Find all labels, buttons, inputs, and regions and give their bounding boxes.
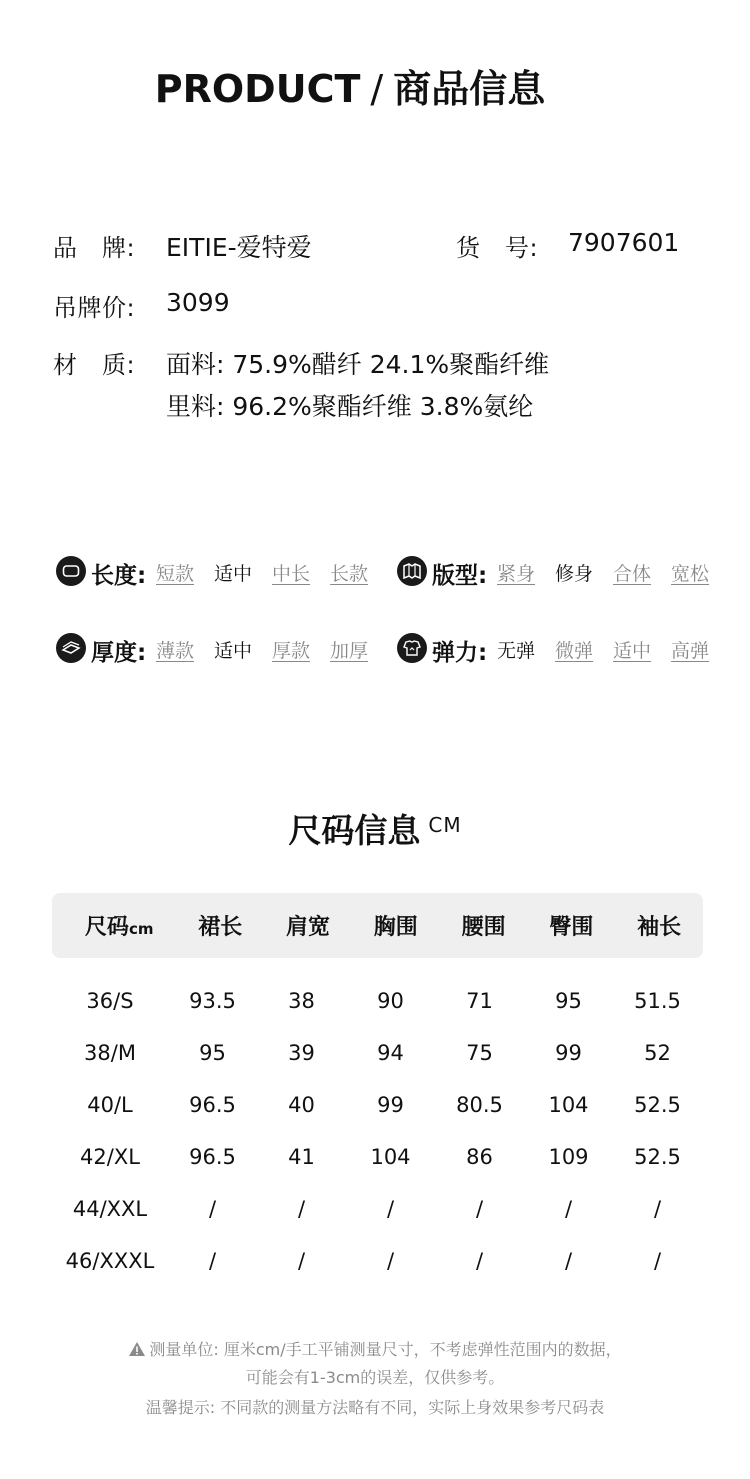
elasticity-option-slight: 微弹	[555, 640, 594, 662]
brand-label: 品 牌:	[53, 234, 136, 262]
cell-value: /	[653, 1249, 662, 1273]
cell-value: /	[475, 1249, 484, 1273]
cell-value: 90	[377, 989, 404, 1013]
cell-value: /	[653, 1197, 662, 1221]
cell-value: 38	[288, 989, 315, 1013]
elasticity-label: 弹力:	[432, 640, 488, 666]
page-title	[0, 58, 700, 113]
length-option-midlong: 中长	[272, 563, 311, 585]
cell-value: 99	[377, 1093, 404, 1117]
table-row	[52, 1079, 703, 1131]
cell-value: 99	[555, 1041, 582, 1065]
cell-value: 93.5	[189, 989, 236, 1013]
elasticity-icon	[397, 633, 427, 663]
cell-value: /	[208, 1197, 217, 1221]
header-waist: 腰围	[461, 915, 506, 940]
fit-options	[497, 559, 729, 586]
cell-value: 41	[288, 1145, 315, 1169]
length-label: 长度:	[91, 563, 147, 589]
cell-value: 109	[548, 1145, 589, 1169]
length-option-medium: 适中	[214, 563, 253, 585]
table-row	[52, 975, 703, 1027]
length-icon	[56, 556, 86, 586]
fit-option-tight: 紧身	[497, 563, 536, 585]
fit-option-loose: 宽松	[671, 563, 710, 585]
length-options	[156, 559, 388, 586]
cell-value: 40	[288, 1093, 315, 1117]
size-section-title	[0, 805, 750, 852]
material-line-lining: 里料: 96.2%聚酯纤维 3.8%氨纶	[166, 392, 534, 421]
material-line-outer: 面料: 75.9%醋纤 24.1%聚酯纤维	[166, 350, 550, 379]
cell-value: 95	[555, 989, 582, 1013]
header-skirt-length: 裙长	[198, 915, 243, 940]
thickness-option-thin: 薄款	[156, 640, 195, 662]
header-size-unit: cm	[128, 920, 154, 938]
cell-value: /	[564, 1197, 573, 1221]
price-label: 吊牌价:	[53, 294, 136, 322]
fit-label: 版型:	[432, 563, 488, 589]
title-en: PRODUCT	[154, 67, 361, 111]
cell-value: /	[297, 1197, 306, 1221]
cell-value: /	[386, 1197, 395, 1221]
cell-value: 52	[644, 1041, 671, 1065]
cell-value: 86	[466, 1145, 493, 1169]
cell-value: /	[475, 1197, 484, 1221]
elasticity-options	[497, 636, 729, 663]
sku-value: 7907601	[568, 228, 680, 257]
cell-value: 95	[199, 1041, 226, 1065]
cell-value: 71	[466, 989, 493, 1013]
warning-icon	[128, 1341, 146, 1361]
cell-size: 42/XL	[80, 1145, 140, 1169]
cell-value: 96.5	[189, 1093, 236, 1117]
size-title-unit: CM	[428, 813, 462, 837]
cell-value: 94	[377, 1041, 404, 1065]
cell-value: 51.5	[634, 989, 681, 1013]
table-row	[52, 1235, 703, 1287]
cell-value: 80.5	[456, 1093, 503, 1117]
header-size	[52, 910, 176, 941]
length-option-long: 长款	[330, 563, 369, 585]
thickness-option-medium: 适中	[214, 640, 253, 662]
cell-size: 40/L	[87, 1093, 133, 1117]
fit-icon	[397, 556, 427, 586]
thickness-option-extra-thick: 加厚	[330, 640, 369, 662]
note-line-2: 可能会有1-3cm的误差，仅供参考。	[245, 1368, 505, 1387]
header-chest: 胸围	[373, 915, 418, 940]
table-row	[52, 1131, 703, 1183]
thickness-options	[156, 636, 388, 663]
length-option-short: 短款	[156, 563, 195, 585]
header-sleeve: 袖长	[637, 915, 682, 940]
title-separator: /	[370, 67, 384, 111]
note-tip: 温馨提示: 不同款的测量方法略有不同，实际上身效果参考尺码表	[145, 1398, 605, 1417]
table-row	[52, 1027, 703, 1079]
thickness-option-thick: 厚款	[272, 640, 311, 662]
header-hip: 臀围	[549, 915, 594, 940]
size-table-header	[52, 893, 703, 958]
cell-value: 39	[288, 1041, 315, 1065]
cell-size: 38/M	[84, 1041, 136, 1065]
table-row	[52, 1183, 703, 1235]
cell-value: /	[297, 1249, 306, 1273]
cell-size: 46/XXXL	[65, 1249, 155, 1273]
title-cn: 商品信息	[393, 67, 546, 111]
measurement-note	[0, 1337, 750, 1361]
price-value: 3099	[166, 288, 230, 317]
thickness-icon	[56, 633, 86, 663]
fit-option-slim: 修身	[555, 563, 594, 585]
elasticity-option-medium: 适中	[613, 640, 652, 662]
cell-value: /	[386, 1249, 395, 1273]
cell-value: /	[564, 1249, 573, 1273]
elasticity-option-high: 高弹	[671, 640, 710, 662]
thickness-label: 厚度:	[91, 640, 147, 666]
cell-size: 36/S	[86, 989, 134, 1013]
header-shoulder: 肩宽	[286, 915, 331, 940]
brand-value: EITIE-爱特爱	[166, 233, 312, 262]
header-size-label: 尺码	[84, 915, 129, 940]
size-title-text: 尺码信息	[288, 811, 421, 850]
cell-value: 75	[466, 1041, 493, 1065]
note-line-1: 测量单位: 厘米cm/手工平铺测量尺寸，不考虑弹性范围内的数据，	[149, 1340, 622, 1359]
cell-value: /	[208, 1249, 217, 1273]
cell-value: 96.5	[189, 1145, 236, 1169]
cell-value: 52.5	[634, 1093, 681, 1117]
cell-size: 44/XXL	[72, 1197, 148, 1221]
material-label: 材 质:	[53, 351, 136, 379]
cell-value: 104	[370, 1145, 411, 1169]
elasticity-option-none: 无弹	[497, 640, 536, 662]
fit-option-regular: 合体	[613, 563, 652, 585]
sku-label: 货 号:	[456, 234, 539, 262]
cell-value: 52.5	[634, 1145, 681, 1169]
cell-value: 104	[548, 1093, 589, 1117]
